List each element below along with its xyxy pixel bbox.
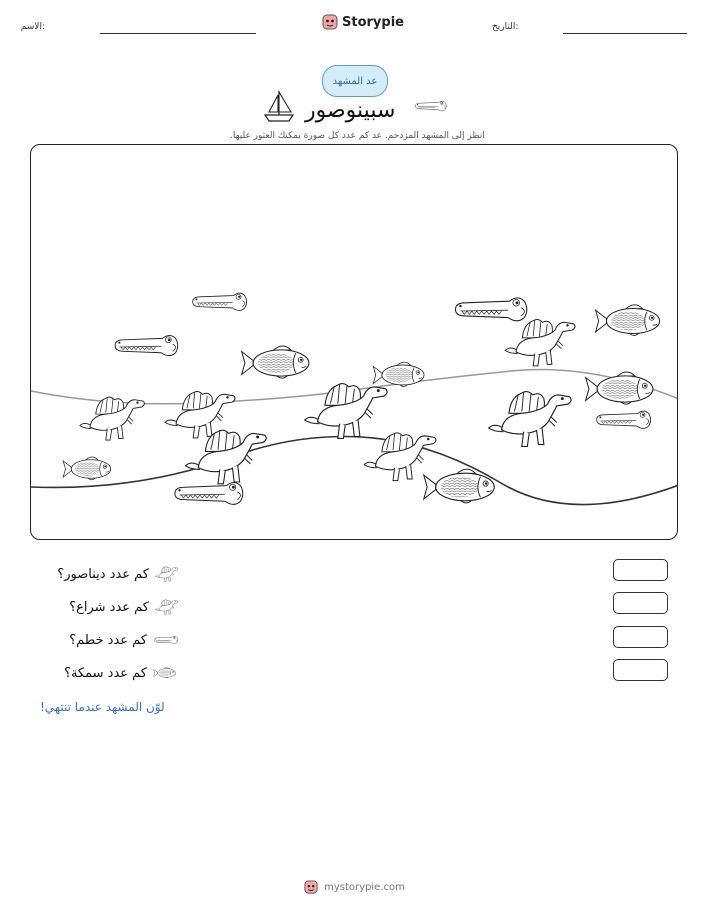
answer-box[interactable] [613, 559, 668, 581]
storypie-icon [304, 880, 318, 894]
question-text: كم عدد خطم؟ [69, 632, 147, 648]
boat-icon [262, 90, 296, 124]
instructions: انظر إلى المشهد المزدحم. عد كم عدد كل صورة يمكنك العثور عليها. [230, 131, 485, 141]
sail-dinosaur [364, 433, 436, 481]
fish [242, 346, 309, 378]
name-line[interactable] [100, 33, 256, 34]
question-row [64, 661, 179, 685]
counting-scene [30, 144, 678, 540]
question-text: كم عدد ديناصور؟ [57, 566, 149, 582]
storypie-icon [322, 14, 338, 30]
date-label: التاريخ: [492, 22, 519, 32]
fish [596, 305, 660, 336]
crocodile-snout [115, 335, 178, 355]
fish [424, 469, 495, 503]
question-text: كم عدد سمكة؟ [64, 665, 147, 681]
fish-icon [153, 665, 179, 681]
question-text: كم عدد شراع؟ [69, 599, 149, 615]
scene-front-wave [31, 437, 678, 505]
sail-dinosaur [80, 397, 145, 440]
name-label: الاسم: [20, 22, 45, 32]
crocodile-snout [455, 298, 526, 321]
crocodile-snout [597, 411, 651, 428]
sail-dinosaur [505, 319, 575, 365]
crocodile-snout-icon [153, 632, 179, 648]
crocodile-snout [175, 483, 243, 505]
scene-count-badge: عد المشهد [322, 65, 388, 97]
color-instruction: لوّن المشهد عندما تنتهي! [40, 700, 165, 714]
page-title: سبينوصور [305, 98, 396, 123]
fish [63, 457, 111, 480]
question-row [57, 562, 179, 586]
fish [586, 372, 653, 404]
crocodile-icon [414, 96, 448, 116]
question-row [69, 628, 179, 652]
crocodile-snout [193, 293, 247, 310]
sail-dinosaur [489, 392, 571, 447]
answer-box[interactable] [613, 592, 668, 614]
brand-name: Storypie [342, 14, 404, 30]
footer [0, 880, 709, 894]
answer-box[interactable] [613, 659, 668, 681]
fish [373, 362, 424, 386]
brand-logo [322, 14, 404, 30]
date-line[interactable] [563, 33, 687, 34]
sail-dinosaur-icon [155, 596, 179, 618]
dinosaur-icon [155, 563, 179, 585]
answer-box[interactable] [613, 626, 668, 648]
question-row [69, 595, 179, 619]
footer-url[interactable]: mystorypie.com [324, 881, 405, 893]
sail-dinosaur [305, 384, 387, 439]
